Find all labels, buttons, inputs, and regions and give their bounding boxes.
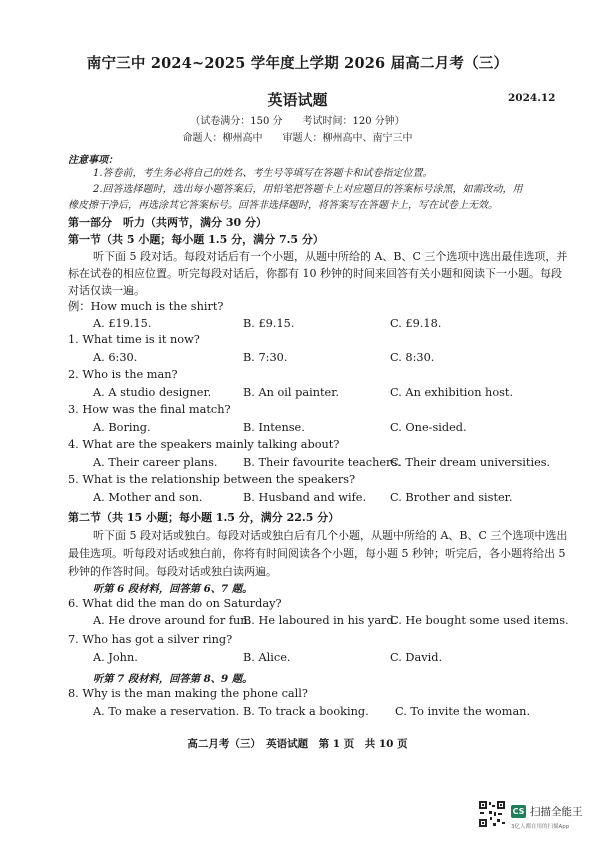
camscanner-logo: CS — [512, 807, 525, 816]
option-a: A. A studio designer. — [93, 386, 212, 399]
exam-date: 2024.12 — [508, 92, 556, 104]
section1-instructions: 对话仅读一遍。 — [68, 284, 145, 297]
material-6-note: 听第 6 段材料，回答第 6、7 题。 — [93, 583, 253, 595]
question-2: 2. Who is the man? — [68, 368, 178, 381]
camscanner-name: 扫描全能王 — [530, 806, 583, 818]
option-c: C. 8:30. — [390, 351, 435, 364]
option-a: A. To make a reservation. — [93, 705, 240, 718]
exam-title: 南宁三中 2024~2025 学年度上学期 2026 届高二月考（三） — [86, 55, 509, 72]
option-b: B. Alice. — [243, 651, 291, 664]
option-c: C. Their dream universities. — [390, 456, 551, 469]
section1-heading: 第一节（共 5 小题；每小题 1.5 分，满分 7.5 分） — [68, 233, 324, 246]
camscanner-tagline: 3亿人都在用的扫描App — [511, 824, 570, 830]
exam-subtitle: 英语试题 — [267, 91, 328, 109]
option-c: C. To invite the woman. — [395, 705, 531, 718]
option-a: A. Mother and son. — [93, 491, 203, 504]
question-6: 6. What did the man do on Saturday? — [68, 597, 282, 610]
option-a: A. 6:30. — [93, 351, 138, 364]
option-c: C. David. — [390, 651, 443, 664]
option-b: B. 7:30. — [243, 351, 288, 364]
question-5: 5. What is the relationship between the speakers? — [68, 473, 356, 486]
option-c: C. Brother and sister. — [390, 491, 513, 504]
example-question: 例：How much is the shirt? — [68, 300, 224, 313]
option-a: A. John. — [93, 651, 138, 664]
section2-heading: 第二节（共 15 小题；每小题 1.5 分，满分 22.5 分） — [68, 511, 340, 524]
notice-item: 橡皮擦干净后，再选涂其它答案标号。回答非选择题时，将答案写在答题卡上，写在试卷上无效。 — [68, 200, 498, 211]
option-c: C. £9.18. — [390, 317, 442, 330]
option-a: A. Boring. — [93, 421, 151, 434]
option-c: C. An exhibition host. — [390, 386, 514, 399]
option-b: B. £9.15. — [243, 317, 295, 330]
option-c: C. One-sided. — [390, 421, 467, 434]
option-a: A. He drove around for fun. — [93, 614, 252, 627]
question-7: 7. Who has got a silver ring? — [68, 633, 233, 646]
option-b: B. To track a booking. — [243, 705, 369, 718]
option-a: A. Their career plans. — [93, 456, 218, 469]
section2-instructions: 听下面 5 段对话或独白。每段对话或独白后有几个小题，从题中所给的 A、B、C 三个选项中选出 — [93, 529, 568, 542]
part1-heading: 第一部分 听力（共两节，满分 30 分） — [68, 216, 267, 229]
material-7-note: 听第 7 段材料，回答第 8、9 题。 — [93, 673, 253, 685]
option-b: B. Husband and wife. — [243, 491, 367, 504]
option-b: B. Their favourite teachers. — [243, 456, 401, 469]
question-8: 8. Why is the man making the phone call? — [68, 687, 308, 700]
question-4: 4. What are the speakers mainly talking about? — [68, 438, 340, 451]
page-footer: 高二月考（三） 英语试题 第 1 页 共 10 页 — [187, 738, 408, 750]
notice-item: 1.答卷前，考生务必将自己的姓名、考生号等填写在答题卡和试卷指定位置。 — [93, 168, 433, 179]
option-b: B. He laboured in his yard. — [243, 614, 398, 627]
option-a: A. £19.15. — [93, 317, 152, 330]
option-b: B. Intense. — [243, 421, 305, 434]
section1-instructions: 标在试卷的相应位置。听完每段对话后，你都有 10 秒钟的时间来回答有关小题和阅读下一小题。每段 — [68, 267, 562, 280]
notice-heading: 注意事项： — [68, 155, 118, 166]
authors-info: 命题人：柳州高中 审题人：柳州高中、南宁三中 — [182, 133, 413, 144]
option-c: C. He bought some used items. — [390, 614, 569, 627]
section2-instructions: 秒钟的作答时间。每段对话或独白读两遍。 — [68, 565, 277, 578]
qr-code-icon — [478, 800, 506, 828]
score-time-info: （试卷满分：150 分 考试时间：120 分钟） — [190, 116, 405, 127]
section1-instructions: 听下面 5 段对话。每段对话后有一个小题，从题中所给的 A、B、C 三个选项中选出最佳选项，并 — [93, 250, 568, 263]
question-3: 3. How was the final match? — [68, 403, 231, 416]
section2-instructions: 最佳选项。听每段对话或独白前，你将有时间阅读各个小题，每小题 5 秒钟；听完后，各小题将给出 5 — [68, 547, 566, 560]
option-b: B. An oil painter. — [243, 386, 339, 399]
notice-item: 2.回答选择题时，选出每小题答案后，用铅笔把答题卡上对应题目的答案标号涂黑，如需改动，用 — [93, 184, 523, 195]
question-1: 1. What time is it now? — [68, 333, 200, 346]
